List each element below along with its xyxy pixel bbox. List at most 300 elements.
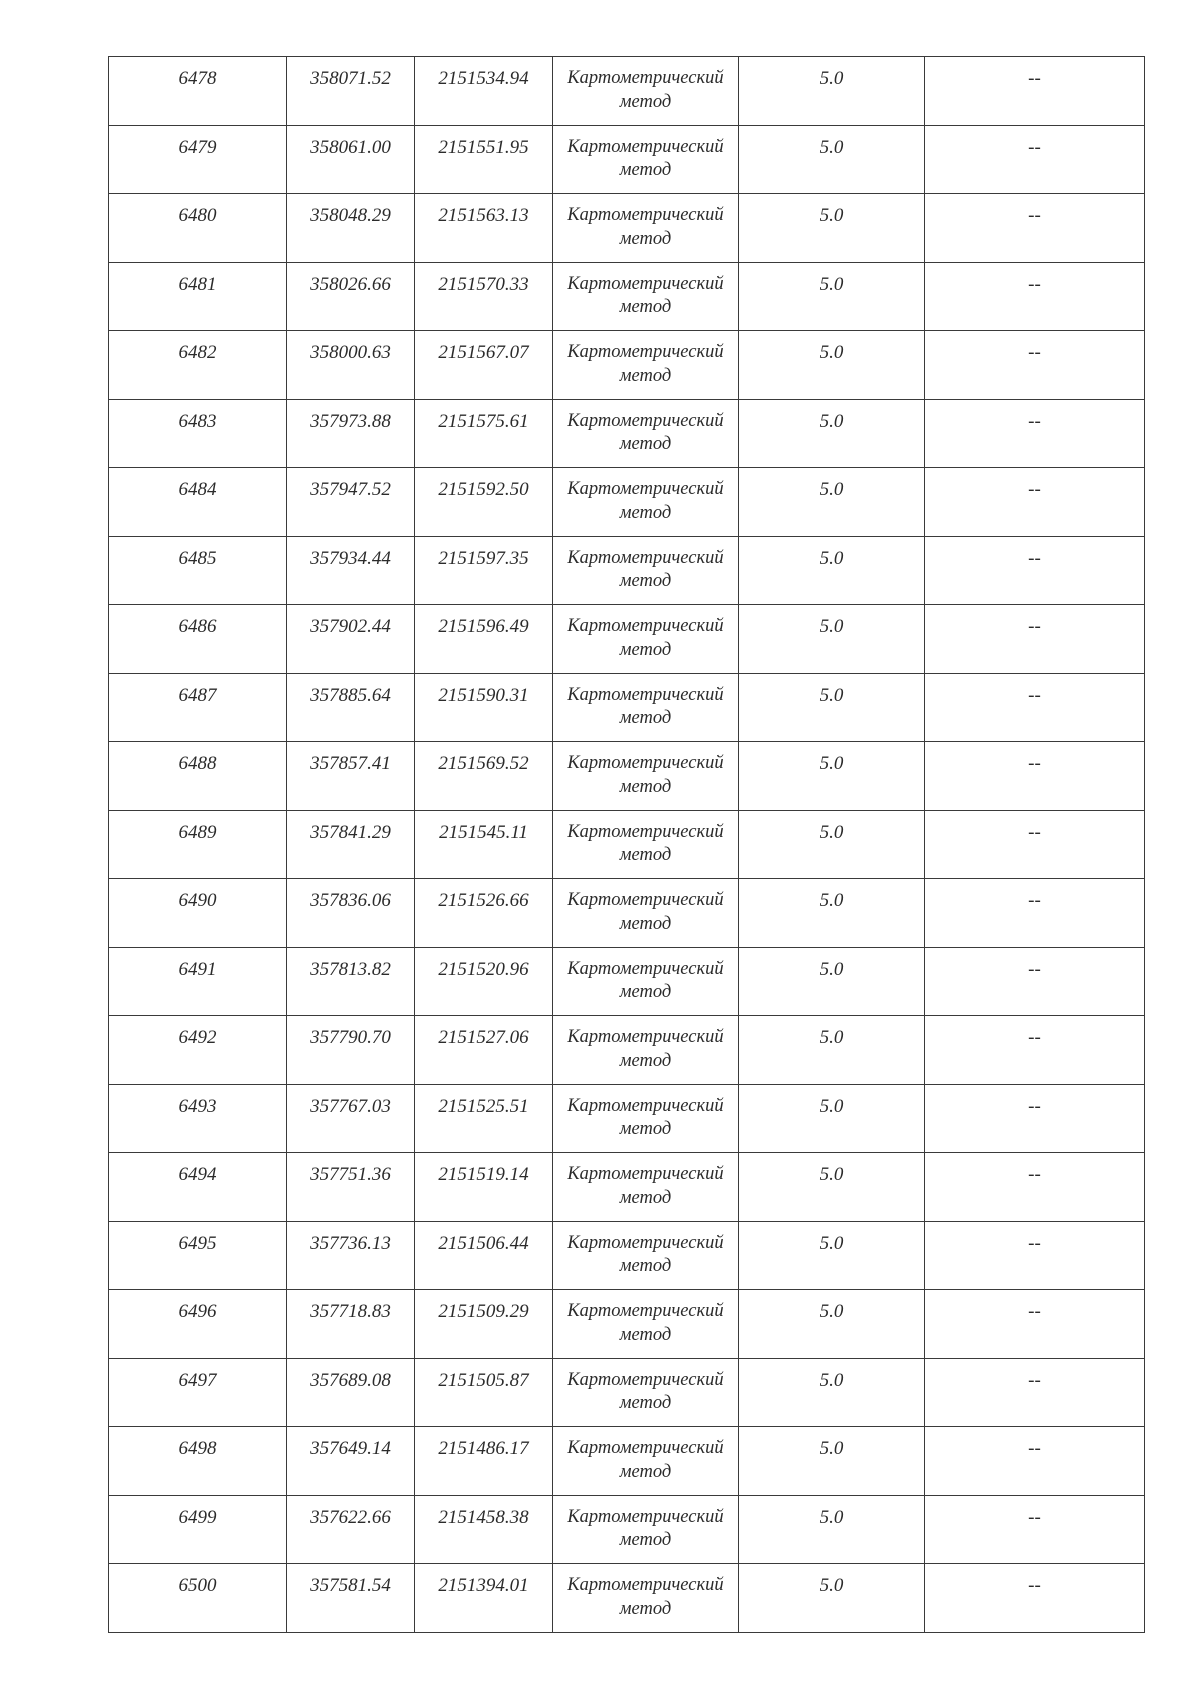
method-cell xyxy=(553,57,739,126)
table-row xyxy=(109,1221,1145,1290)
method-line-2: метод xyxy=(619,1050,672,1071)
method-cell xyxy=(553,125,739,194)
point-number-cell xyxy=(109,742,287,811)
method-text xyxy=(553,811,738,868)
table-row xyxy=(109,1358,1145,1427)
coordinate-y-cell xyxy=(415,125,553,194)
coordinate-x-cell xyxy=(287,399,415,468)
accuracy-cell xyxy=(739,1564,925,1633)
description-cell xyxy=(925,1084,1145,1153)
description-cell-text: -- xyxy=(1028,890,1041,911)
point-number-cell-text: 6493 xyxy=(178,1095,217,1117)
coordinate-y-cell xyxy=(415,1153,553,1222)
point-number-cell xyxy=(109,399,287,468)
table-row xyxy=(109,810,1145,879)
description-cell xyxy=(925,1016,1145,1085)
table-row xyxy=(109,399,1145,468)
coordinate-x-cell xyxy=(287,1084,415,1153)
coordinate-x-cell-text: 357736.13 xyxy=(310,1232,391,1254)
method-line-2: метод xyxy=(619,297,672,317)
accuracy-cell-text: 5.0 xyxy=(819,273,844,295)
point-number-cell-text: 6482 xyxy=(178,342,217,363)
coordinate-y-cell-text: 2151505.87 xyxy=(438,1369,529,1391)
description-cell xyxy=(925,57,1145,126)
accuracy-cell xyxy=(739,468,925,537)
point-number-cell xyxy=(109,1221,287,1290)
description-cell xyxy=(925,605,1145,674)
table-row xyxy=(109,468,1145,537)
point-number-cell xyxy=(109,57,287,126)
method-cell xyxy=(553,1221,739,1290)
method-line-1: Картометрический xyxy=(567,1575,724,1595)
method-line-1: Картометрический xyxy=(567,1301,724,1321)
description-cell-text: -- xyxy=(1028,342,1041,363)
coordinate-x-cell xyxy=(287,1495,415,1564)
coordinate-y-cell-text: 2151569.52 xyxy=(438,753,529,774)
method-line-1: Картометрический xyxy=(567,1438,724,1458)
method-text xyxy=(553,1564,738,1621)
point-number-cell-text: 6478 xyxy=(178,68,217,89)
point-number-cell-text: 6498 xyxy=(178,1438,217,1459)
method-line-2: метод xyxy=(619,776,672,797)
table-row xyxy=(109,331,1145,400)
method-cell xyxy=(553,536,739,605)
accuracy-cell-text: 5.0 xyxy=(819,547,844,569)
point-number-cell-text: 6488 xyxy=(178,753,217,774)
coordinate-x-cell-text: 357902.44 xyxy=(310,616,391,637)
coordinate-x-cell-text: 357689.08 xyxy=(310,1369,391,1391)
method-line-2: метод xyxy=(619,1393,672,1413)
method-line-2: метод xyxy=(619,1187,672,1208)
method-line-1: Картометрический xyxy=(567,890,724,910)
description-cell xyxy=(925,742,1145,811)
point-number-cell xyxy=(109,331,287,400)
accuracy-cell xyxy=(739,125,925,194)
coordinate-x-cell xyxy=(287,879,415,948)
point-number-cell xyxy=(109,536,287,605)
accuracy-cell xyxy=(739,1495,925,1564)
method-line-1: Картометрический xyxy=(567,547,724,568)
description-cell xyxy=(925,1358,1145,1427)
accuracy-cell xyxy=(739,605,925,674)
coordinate-y-cell-text: 2151520.96 xyxy=(438,958,529,980)
accuracy-cell-text: 5.0 xyxy=(819,1164,844,1185)
coordinate-x-cell xyxy=(287,1221,415,1290)
coordinate-y-cell-text: 2151592.50 xyxy=(438,479,529,500)
accuracy-cell xyxy=(739,57,925,126)
accuracy-cell xyxy=(739,1427,925,1496)
description-cell-text: -- xyxy=(1028,958,1041,980)
table-row xyxy=(109,194,1145,263)
description-cell xyxy=(925,1153,1145,1222)
coordinate-x-cell xyxy=(287,1016,415,1085)
method-line-2: метод xyxy=(619,1530,672,1550)
method-line-1: Картометрический xyxy=(567,1095,724,1116)
point-number-cell xyxy=(109,673,287,742)
coordinate-y-cell xyxy=(415,399,553,468)
method-cell xyxy=(553,1564,739,1633)
table-row xyxy=(109,1495,1145,1564)
method-cell xyxy=(553,1427,739,1496)
coordinate-y-cell-text: 2151545.11 xyxy=(439,821,528,843)
point-number-cell xyxy=(109,262,287,331)
point-number-cell xyxy=(109,1358,287,1427)
method-line-2: метод xyxy=(619,160,672,180)
coordinate-y-cell-text: 2151527.06 xyxy=(438,1027,529,1048)
method-line-1: Картометрический xyxy=(567,205,724,225)
method-line-2: метод xyxy=(619,434,672,454)
point-number-cell xyxy=(109,1427,287,1496)
coordinate-x-cell-text: 358048.29 xyxy=(310,205,391,226)
point-number-cell-text: 6489 xyxy=(178,821,217,843)
description-cell-text: -- xyxy=(1028,1027,1041,1048)
method-line-1: Картометрический xyxy=(567,753,724,773)
description-cell-text: -- xyxy=(1028,616,1041,637)
method-cell xyxy=(553,1016,739,1085)
method-text xyxy=(553,126,738,183)
description-cell-text: -- xyxy=(1028,1095,1041,1117)
description-cell xyxy=(925,947,1145,1016)
accuracy-cell xyxy=(739,1221,925,1290)
table-row xyxy=(109,605,1145,674)
point-number-cell-text: 6495 xyxy=(178,1232,217,1254)
accuracy-cell xyxy=(739,1358,925,1427)
accuracy-cell-text: 5.0 xyxy=(819,1369,844,1391)
description-cell xyxy=(925,1290,1145,1359)
description-cell xyxy=(925,810,1145,879)
coordinate-y-cell xyxy=(415,1221,553,1290)
coordinate-x-cell xyxy=(287,468,415,537)
method-line-1: Картометрический xyxy=(567,616,724,636)
coordinate-y-cell-text: 2151551.95 xyxy=(438,136,529,158)
point-number-cell xyxy=(109,1084,287,1153)
method-cell xyxy=(553,879,739,948)
method-line-1: Картометрический xyxy=(567,342,724,362)
method-text xyxy=(553,1085,738,1142)
coordinate-y-cell-text: 2151534.94 xyxy=(438,68,529,89)
point-number-cell xyxy=(109,879,287,948)
coordinate-y-cell xyxy=(415,1290,553,1359)
accuracy-cell-text: 5.0 xyxy=(819,1095,844,1117)
accuracy-cell-text: 5.0 xyxy=(819,205,844,226)
accuracy-cell-text: 5.0 xyxy=(819,821,844,843)
method-cell xyxy=(553,605,739,674)
description-cell-text: -- xyxy=(1028,547,1041,569)
description-cell-text: -- xyxy=(1028,1164,1041,1185)
accuracy-cell xyxy=(739,810,925,879)
coordinate-y-cell xyxy=(415,536,553,605)
coordinate-x-cell xyxy=(287,1358,415,1427)
point-number-cell-text: 6487 xyxy=(178,684,217,706)
coordinate-y-cell xyxy=(415,947,553,1016)
accuracy-cell xyxy=(739,947,925,1016)
coordinate-x-cell-text: 357622.66 xyxy=(310,1506,391,1528)
accuracy-cell-text: 5.0 xyxy=(819,616,844,637)
table-row xyxy=(109,57,1145,126)
point-number-cell xyxy=(109,1495,287,1564)
method-line-2: метод xyxy=(619,708,672,728)
coordinate-y-cell xyxy=(415,879,553,948)
point-number-cell xyxy=(109,125,287,194)
method-line-2: метод xyxy=(619,913,672,934)
coordinate-x-cell-text: 357947.52 xyxy=(310,479,391,500)
description-cell-text: -- xyxy=(1028,1575,1041,1596)
coordinate-x-cell xyxy=(287,742,415,811)
coordinate-y-cell xyxy=(415,57,553,126)
method-text xyxy=(553,331,738,388)
description-cell-text: -- xyxy=(1028,205,1041,226)
coordinate-x-cell-text: 357581.54 xyxy=(310,1575,391,1596)
coordinate-x-cell-text: 358071.52 xyxy=(310,68,391,89)
description-cell xyxy=(925,399,1145,468)
method-cell xyxy=(553,331,739,400)
method-line-2: метод xyxy=(619,1324,672,1345)
point-number-cell-text: 6483 xyxy=(178,410,217,432)
table-row xyxy=(109,1016,1145,1085)
coordinate-x-cell-text: 358000.63 xyxy=(310,342,391,363)
method-cell xyxy=(553,673,739,742)
point-number-cell-text: 6486 xyxy=(178,616,217,637)
coordinate-y-cell-text: 2151519.14 xyxy=(438,1164,529,1185)
coordinate-y-cell-text: 2151525.51 xyxy=(438,1095,529,1117)
method-line-2: метод xyxy=(619,1119,672,1139)
point-number-cell xyxy=(109,1016,287,1085)
accuracy-cell xyxy=(739,331,925,400)
coordinate-x-cell xyxy=(287,605,415,674)
method-line-1: Картометрический xyxy=(567,821,724,842)
point-number-cell-text: 6490 xyxy=(178,890,217,911)
method-cell xyxy=(553,262,739,331)
method-line-2: метод xyxy=(619,502,672,523)
accuracy-cell-text: 5.0 xyxy=(819,1506,844,1528)
coordinate-x-cell-text: 357813.82 xyxy=(310,958,391,980)
method-line-2: метод xyxy=(619,365,672,386)
accuracy-cell xyxy=(739,1153,925,1222)
coordinate-x-cell-text: 358061.00 xyxy=(310,136,391,158)
method-cell xyxy=(553,399,739,468)
coordinate-y-cell-text: 2151590.31 xyxy=(438,684,529,706)
coordinate-x-cell-text: 357885.64 xyxy=(310,684,391,706)
coordinates-table xyxy=(108,56,1145,1633)
method-line-2: метод xyxy=(619,1256,672,1276)
description-cell-text: -- xyxy=(1028,479,1041,500)
method-cell xyxy=(553,947,739,1016)
method-text xyxy=(553,1222,738,1279)
coordinate-y-cell xyxy=(415,605,553,674)
method-cell xyxy=(553,194,739,263)
method-text xyxy=(553,537,738,594)
point-number-cell-text: 6499 xyxy=(178,1506,217,1528)
coordinate-y-cell xyxy=(415,1016,553,1085)
method-cell xyxy=(553,468,739,537)
description-cell xyxy=(925,1495,1145,1564)
method-line-2: метод xyxy=(619,845,672,865)
description-cell-text: -- xyxy=(1028,410,1041,432)
table-row xyxy=(109,125,1145,194)
point-number-cell xyxy=(109,1564,287,1633)
coordinate-x-cell xyxy=(287,125,415,194)
point-number-cell-text: 6491 xyxy=(178,958,217,980)
coordinate-x-cell xyxy=(287,1290,415,1359)
accuracy-cell-text: 5.0 xyxy=(819,1232,844,1254)
coordinate-x-cell-text: 357934.44 xyxy=(310,547,391,569)
method-line-1: Картометрический xyxy=(567,136,724,157)
coordinate-y-cell xyxy=(415,1427,553,1496)
accuracy-cell xyxy=(739,879,925,948)
coordinate-x-cell-text: 357790.70 xyxy=(310,1027,391,1048)
method-text xyxy=(553,400,738,457)
description-cell-text: -- xyxy=(1028,1506,1041,1528)
coordinate-y-cell xyxy=(415,1495,553,1564)
accuracy-cell-text: 5.0 xyxy=(819,1027,844,1048)
coordinate-x-cell xyxy=(287,1153,415,1222)
description-cell xyxy=(925,673,1145,742)
point-number-cell-text: 6496 xyxy=(178,1301,217,1322)
coordinate-y-cell xyxy=(415,468,553,537)
coordinate-y-cell xyxy=(415,262,553,331)
method-line-1: Картометрический xyxy=(567,1506,724,1527)
coordinate-x-cell-text: 357841.29 xyxy=(310,821,391,843)
description-cell xyxy=(925,1221,1145,1290)
coordinate-x-cell xyxy=(287,194,415,263)
coordinate-y-cell-text: 2151575.61 xyxy=(438,410,529,432)
coordinate-x-cell xyxy=(287,1427,415,1496)
table-row xyxy=(109,1290,1145,1359)
accuracy-cell-text: 5.0 xyxy=(819,136,844,158)
coordinate-y-cell-text: 2151596.49 xyxy=(438,616,529,637)
description-cell xyxy=(925,125,1145,194)
description-cell-text: -- xyxy=(1028,273,1041,295)
point-number-cell-text: 6480 xyxy=(178,205,217,226)
point-number-cell xyxy=(109,947,287,1016)
accuracy-cell-text: 5.0 xyxy=(819,1575,844,1596)
table-row xyxy=(109,673,1145,742)
description-cell xyxy=(925,262,1145,331)
description-cell-text: -- xyxy=(1028,684,1041,706)
method-line-1: Картометрический xyxy=(567,410,724,431)
table-row xyxy=(109,1564,1145,1633)
point-number-cell xyxy=(109,605,287,674)
coordinate-y-cell xyxy=(415,1358,553,1427)
coordinate-y-cell-text: 2151567.07 xyxy=(438,342,529,363)
coordinate-y-cell-text: 2151486.17 xyxy=(438,1438,529,1459)
accuracy-cell-text: 5.0 xyxy=(819,1438,844,1459)
accuracy-cell-text: 5.0 xyxy=(819,479,844,500)
coordinate-x-cell-text: 357836.06 xyxy=(310,890,391,911)
coordinate-y-cell xyxy=(415,1084,553,1153)
method-text xyxy=(553,194,738,251)
point-number-cell xyxy=(109,1290,287,1359)
coordinate-x-cell-text: 357718.83 xyxy=(310,1301,391,1322)
description-cell-text: -- xyxy=(1028,68,1041,89)
coordinate-y-cell-text: 2151570.33 xyxy=(438,273,529,295)
coordinate-x-cell-text: 358026.66 xyxy=(310,273,391,295)
coordinate-y-cell-text: 2151506.44 xyxy=(438,1232,529,1254)
method-line-1: Картометрический xyxy=(567,479,724,499)
accuracy-cell xyxy=(739,742,925,811)
coordinate-y-cell-text: 2151526.66 xyxy=(438,890,529,911)
point-number-cell-text: 6494 xyxy=(178,1164,217,1185)
method-line-2: метод xyxy=(619,1598,672,1619)
table-row xyxy=(109,1153,1145,1222)
description-cell xyxy=(925,1427,1145,1496)
coordinate-y-cell-text: 2151597.35 xyxy=(438,547,529,569)
accuracy-cell xyxy=(739,1016,925,1085)
point-number-cell xyxy=(109,810,287,879)
method-cell xyxy=(553,1290,739,1359)
coordinate-x-cell xyxy=(287,262,415,331)
table-row xyxy=(109,262,1145,331)
method-text xyxy=(553,742,738,799)
coordinate-y-cell-text: 2151458.38 xyxy=(438,1506,529,1528)
description-cell xyxy=(925,536,1145,605)
method-text xyxy=(553,1359,738,1416)
point-number-cell-text: 6479 xyxy=(178,136,217,158)
table-body xyxy=(109,57,1145,1633)
method-cell xyxy=(553,742,739,811)
method-line-2: метод xyxy=(619,1461,672,1482)
accuracy-cell xyxy=(739,399,925,468)
table-row xyxy=(109,536,1145,605)
method-line-1: Картометрический xyxy=(567,684,724,705)
method-line-2: метод xyxy=(619,228,672,249)
table-row xyxy=(109,947,1145,1016)
coordinate-x-cell xyxy=(287,57,415,126)
coordinate-y-cell xyxy=(415,1564,553,1633)
accuracy-cell xyxy=(739,262,925,331)
point-number-cell xyxy=(109,468,287,537)
point-number-cell xyxy=(109,194,287,263)
accuracy-cell-text: 5.0 xyxy=(819,684,844,706)
method-cell xyxy=(553,1358,739,1427)
point-number-cell xyxy=(109,1153,287,1222)
coordinate-x-cell xyxy=(287,947,415,1016)
method-line-1: Картометрический xyxy=(567,68,724,88)
accuracy-cell xyxy=(739,673,925,742)
description-cell xyxy=(925,331,1145,400)
description-cell-text: -- xyxy=(1028,1369,1041,1391)
method-text xyxy=(553,57,738,114)
coordinate-y-cell xyxy=(415,673,553,742)
method-text xyxy=(553,879,738,936)
accuracy-cell-text: 5.0 xyxy=(819,342,844,363)
point-number-cell-text: 6484 xyxy=(178,479,217,500)
coordinate-y-cell-text: 2151509.29 xyxy=(438,1301,529,1322)
coordinate-x-cell-text: 357751.36 xyxy=(310,1164,391,1185)
description-cell-text: -- xyxy=(1028,136,1041,158)
coordinate-x-cell-text: 357767.03 xyxy=(310,1095,391,1117)
description-cell xyxy=(925,194,1145,263)
point-number-cell-text: 6492 xyxy=(178,1027,217,1048)
method-line-1: Картометрический xyxy=(567,958,724,979)
coordinate-x-cell xyxy=(287,331,415,400)
method-text xyxy=(553,1153,738,1210)
method-line-1: Картометрический xyxy=(567,1232,724,1253)
method-line-1: Картометрический xyxy=(567,1369,724,1390)
description-cell xyxy=(925,879,1145,948)
description-cell-text: -- xyxy=(1028,1438,1041,1459)
method-line-1: Картометрический xyxy=(567,273,724,294)
point-number-cell-text: 6481 xyxy=(178,273,217,295)
accuracy-cell xyxy=(739,1084,925,1153)
accuracy-cell-text: 5.0 xyxy=(819,68,844,89)
accuracy-cell-text: 5.0 xyxy=(819,753,844,774)
method-text xyxy=(553,948,738,1005)
coordinate-x-cell xyxy=(287,536,415,605)
coordinate-y-cell xyxy=(415,194,553,263)
coordinate-y-cell xyxy=(415,742,553,811)
description-cell xyxy=(925,468,1145,537)
